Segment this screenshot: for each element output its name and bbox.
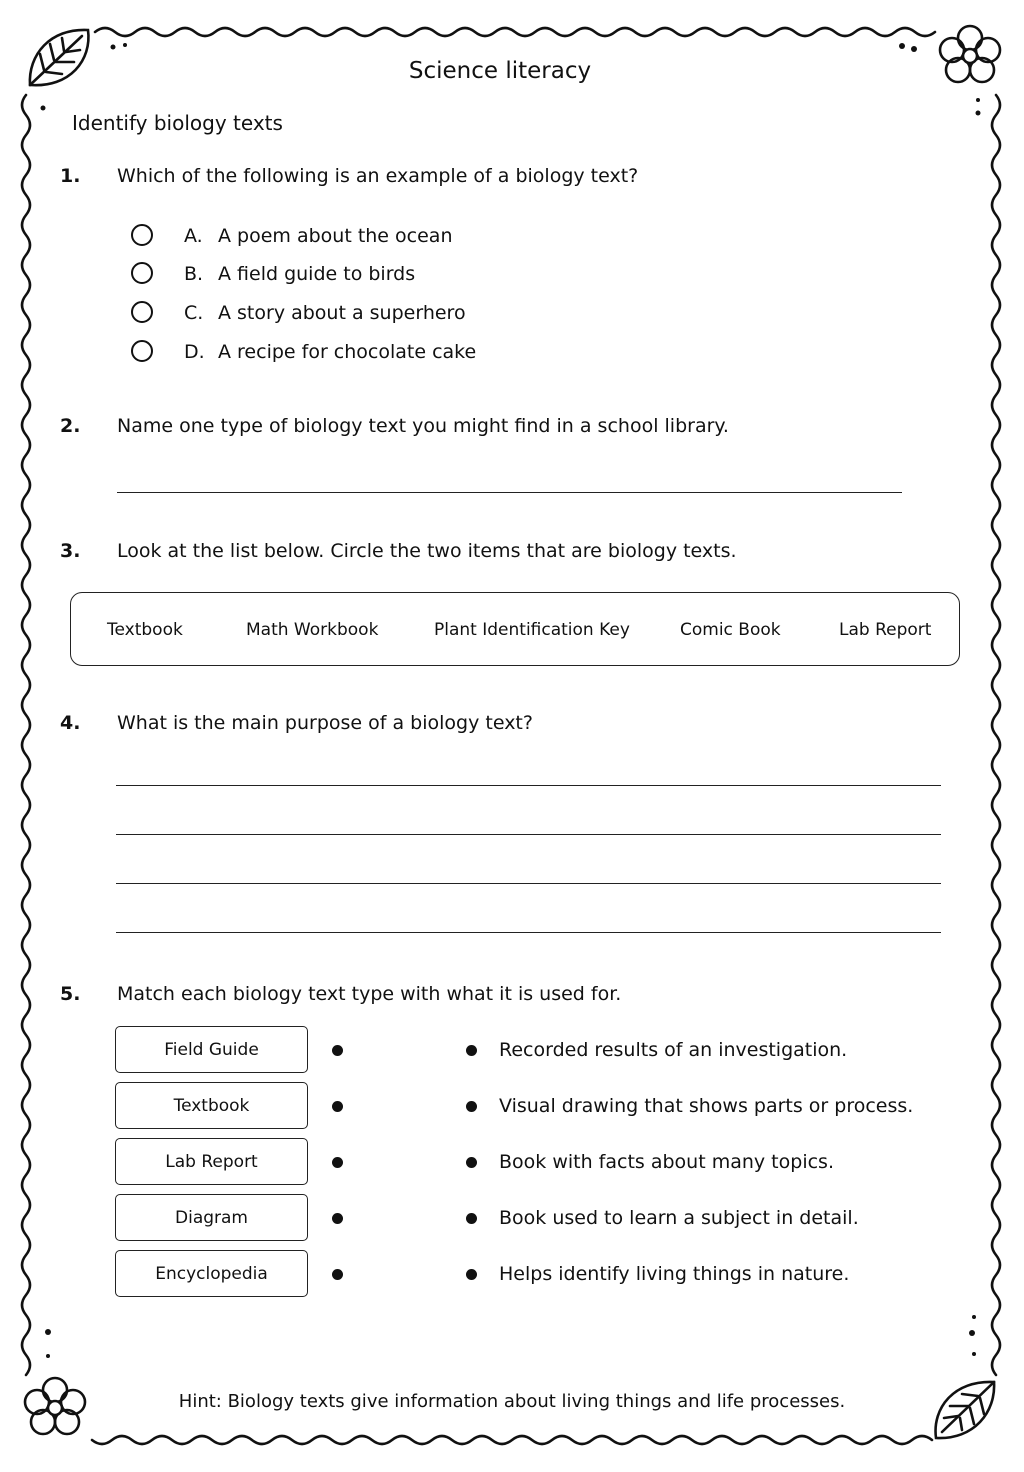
match-left-dot[interactable] [332,1213,343,1224]
option-c-letter: C. [184,302,204,324]
list-item-plant-identification-key[interactable]: Plant Identification Key [434,620,630,640]
match-right-dot[interactable] [466,1269,477,1280]
match-left-dot[interactable] [332,1045,343,1056]
question-number: 5. [60,983,81,1005]
hint-text: Hint: Biology texts give information about living things and life processes. [178,1391,846,1412]
match-right-dot[interactable] [466,1213,477,1224]
question-number: 2. [60,415,81,437]
worksheet-subtitle: Identify biology texts [72,111,283,135]
match-definition: Visual drawing that shows parts or process. [499,1095,914,1117]
option-c-radio[interactable] [131,301,153,323]
option-b-letter: B. [184,263,204,285]
match-right-dot[interactable] [466,1157,477,1168]
option-a-letter: A. [184,225,203,247]
question-number: 4. [60,712,81,734]
match-definition: Helps identify living things in nature. [499,1263,850,1285]
match-type-lab-report: Lab Report [115,1138,308,1185]
option-d-letter: D. [184,341,205,363]
list-item-comic-book[interactable]: Comic Book [680,620,781,640]
question-text: What is the main purpose of a biology text? [117,712,533,734]
list-item-math-workbook[interactable]: Math Workbook [246,620,379,640]
option-b-radio[interactable] [131,262,153,284]
border-bottom [92,1436,932,1444]
match-left-dot[interactable] [332,1269,343,1280]
option-a-radio[interactable] [131,224,153,246]
match-left-dot[interactable] [332,1101,343,1112]
option-a-text: A poem about the ocean [218,225,453,247]
question-number: 3. [60,540,81,562]
option-d-text: A recipe for chocolate cake [218,341,477,363]
question-text: Which of the following is an example of a biology text? [117,165,639,187]
question-text: Look at the list below. Circle the two items that are biology texts. [117,540,737,562]
option-d-radio[interactable] [131,340,153,362]
match-definition: Book with facts about many topics. [499,1151,834,1173]
answer-line[interactable] [116,932,941,933]
answer-line[interactable] [116,785,941,786]
match-type-diagram: Diagram [115,1194,308,1241]
answer-line[interactable] [116,883,941,884]
border-left [22,95,30,1375]
question-text: Name one type of biology text you might find in a school library. [117,415,729,437]
match-definition: Book used to learn a subject in detail. [499,1207,859,1229]
list-item-textbook[interactable]: Textbook [107,620,183,640]
match-right-dot[interactable] [466,1045,477,1056]
match-definition: Recorded results of an investigation. [499,1039,848,1061]
answer-line[interactable] [117,492,902,493]
worksheet-title: Science literacy [408,58,592,84]
border-right [992,95,1000,1375]
answer-line[interactable] [116,834,941,835]
match-type-encyclopedia: Encyclopedia [115,1250,308,1297]
question-number: 1. [60,165,81,187]
border-top [95,28,935,36]
match-type-textbook: Textbook [115,1082,308,1129]
list-item-lab-report[interactable]: Lab Report [839,620,932,640]
option-c-text: A story about a superhero [218,302,466,324]
question-text: Match each biology text type with what it is used for. [117,983,622,1005]
option-b-text: A field guide to birds [218,263,416,285]
match-left-dot[interactable] [332,1157,343,1168]
match-right-dot[interactable] [466,1101,477,1112]
match-type-field-guide: Field Guide [115,1026,308,1073]
